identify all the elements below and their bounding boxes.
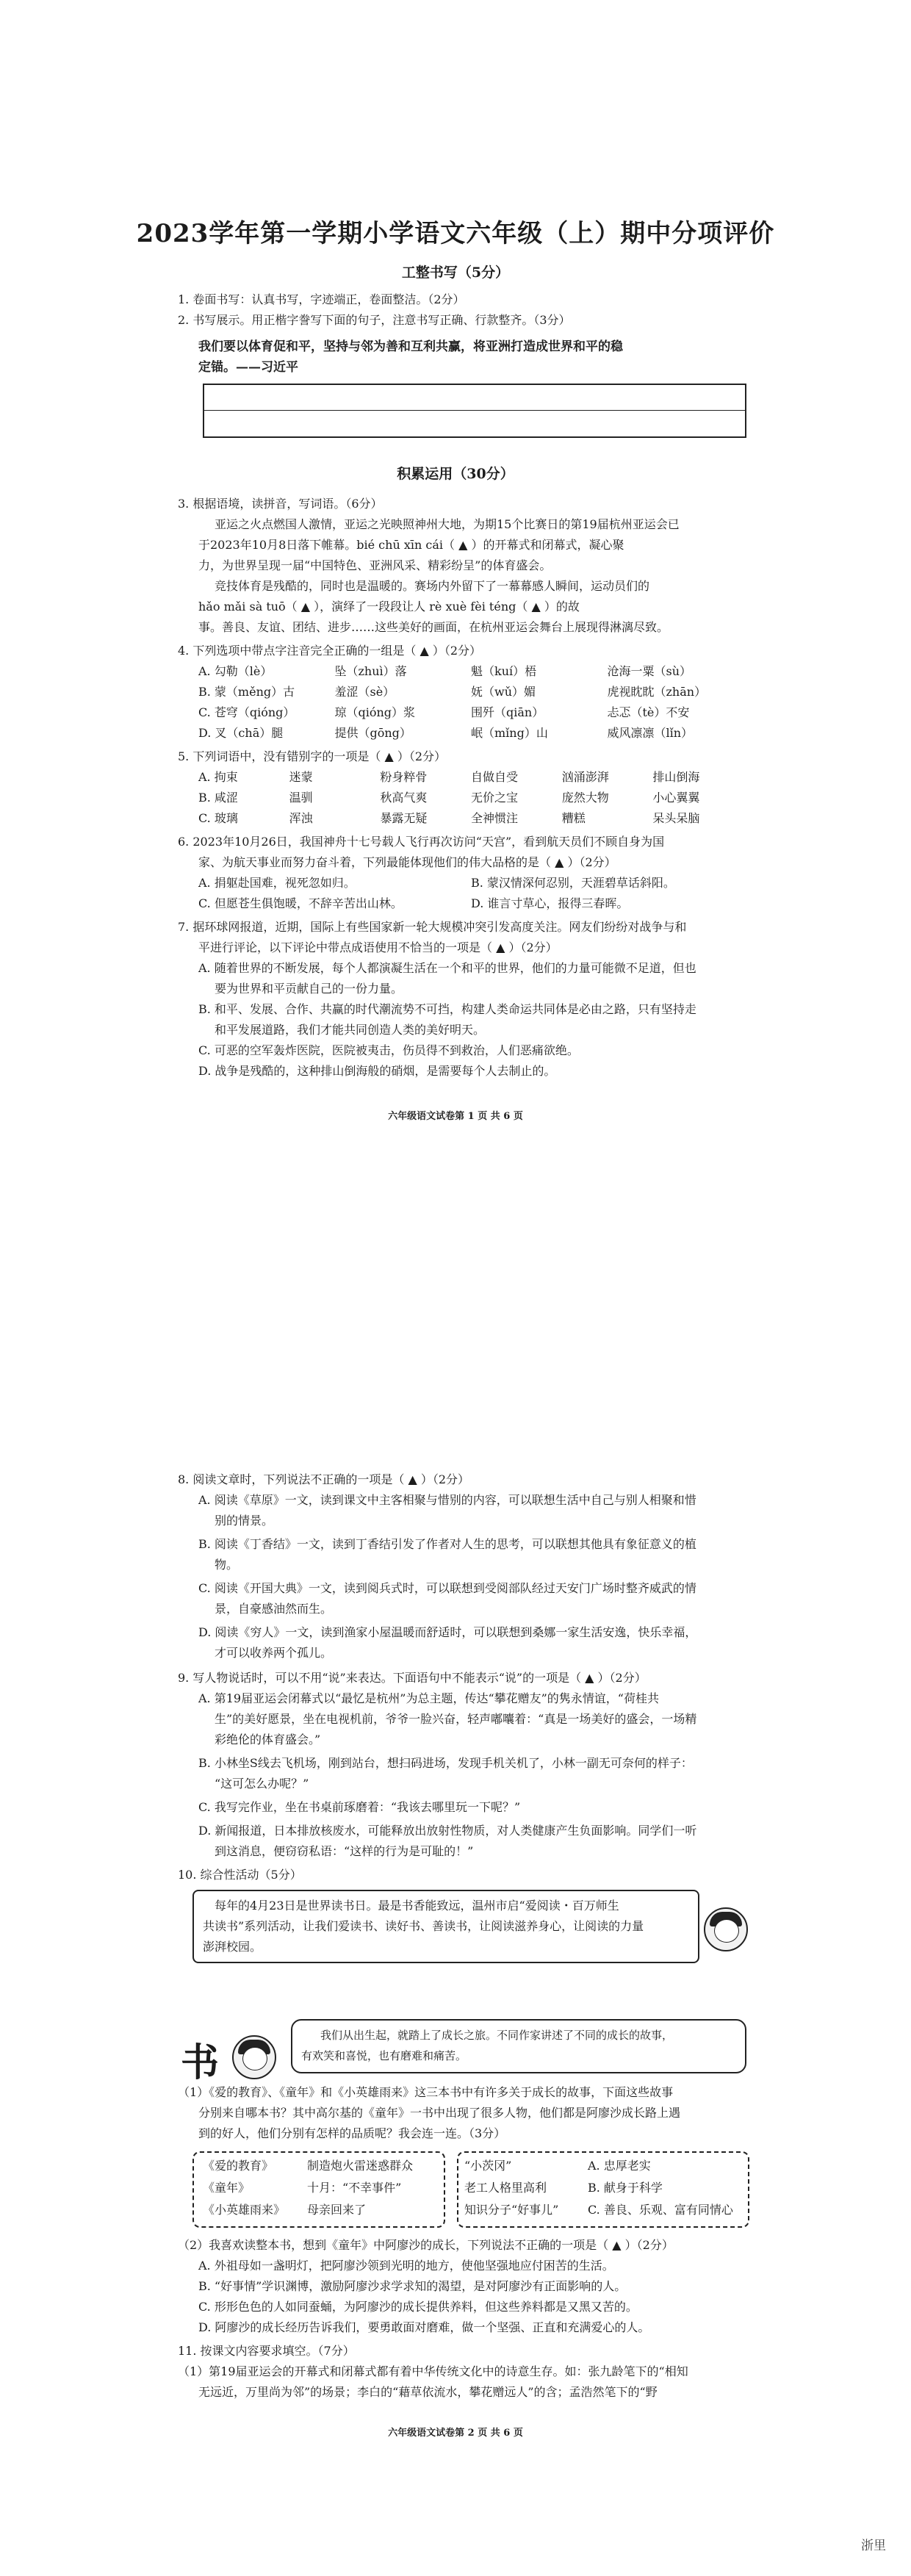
q9-d2: 到这消息，便窃窃私语：“这样的行为是可耻的！”: [215, 1844, 474, 1858]
handwriting-grid[interactable]: [203, 384, 746, 438]
q11-s1b: 无远近，万里尚为邻”的场景；李白的“藉草依流水，攀花赠远人”的含；孟浩然笔下的“野: [198, 2385, 658, 2399]
q10-sub1c: 到的好人，他们分别有怎样的品质呢？我会连一连。（3分）: [198, 2126, 506, 2140]
book-1[interactable]: 《爱的教育》: [203, 2159, 274, 2173]
trait-a[interactable]: A. 忠厚老实: [588, 2159, 651, 2173]
q7-line-a: 7. 据环球网报道，近期，国际上有些国家新一轮大规模冲突引发高度关注。网友们纷纷对战争与和: [178, 920, 687, 934]
event-2[interactable]: 十月：“不幸事件”: [307, 2181, 402, 2195]
q6-line-a: 6. 2023年10月26日，我国神舟十七号载人飞行再次访问“天宫”，看到航天员们不顾自身为国: [178, 835, 665, 849]
q4-d1: D. 叉（chā）腿: [198, 726, 284, 740]
q4-d4: 威风凛凛（lǐn）: [607, 726, 694, 740]
girl-avatar-icon: [704, 1907, 748, 1951]
q6-option-b: B. 蒙汉情深何忍别，天涯碧草话斜阳。: [471, 876, 675, 890]
q5-a3: 粉身粹骨: [380, 770, 428, 784]
bubble-line1: 我们从出生起，就踏上了成长之旅。不同作家讲述了不同的成长的故事，: [320, 2029, 674, 2042]
q6-option-a: A. 捐躯赴国难，视死忽如归。: [198, 876, 356, 890]
q10-sub1b: 分别来自哪本书？其中高尔基的《童年》一书中出现了很多人物，他们都是阿廖沙成长路上遇: [198, 2106, 681, 2120]
q8-head: 8. 阅读文章时，下列说法不正确的一项是（ ▲ ）（2分）: [178, 1472, 470, 1486]
q8-d2: 才可以收养两个孤儿。: [215, 1646, 333, 1660]
q8-c1: C. 阅读《开国大典》一文，读到阅兵式时，可以联想到受阅部队经过天安门广场时整齐威武的情: [198, 1581, 696, 1595]
q4-row-d: [198, 724, 743, 742]
q5-c6: 呆头呆脑: [652, 811, 700, 825]
q4-c3: 围歼（qiān）: [471, 705, 544, 719]
q3-p1a: 亚运之火点燃国人激情，亚运之光映照神州大地，为期15个比赛日的第19届杭州亚运会已: [215, 517, 680, 531]
q10-sub2-d: D. 阿廖沙的成长经历告诉我们，要勇敢面对磨难，做一个坚强、正直和充满爱心的人。: [198, 2320, 650, 2334]
q4-d2: 提供（gōng）: [334, 726, 411, 740]
exam-title: 2023学年第一学期小学语文六年级（上）期中分项评价: [136, 219, 775, 248]
q5-row-a: [198, 769, 743, 786]
q8-c2: 景，自豪感油然而生。: [215, 1602, 333, 1616]
book-2[interactable]: 《童年》: [203, 2181, 251, 2195]
q10-sub1a: （1）《爱的教育》、《童年》和《小英雄雨来》这三本书中有许多关于成长的故事，下面这些故事: [178, 2085, 674, 2099]
q5-a4: 自做自受: [471, 770, 519, 784]
q9-c: C. 我写完作业，坐在书桌前琢磨着：“我该去哪里玩一下呢？”: [198, 1800, 521, 1814]
watermark-label: 浙里: [861, 2539, 886, 2553]
q3-p2b: hǎo mǎi sà tuō（ ▲ ），演绎了一段段让人 rè xuè fèi téng（ ▲ ）的故: [198, 600, 580, 614]
q4-row-a: [198, 663, 743, 680]
q6-option-c: C. 但愿苍生俱饱暖，不辞辛苦出山林。: [198, 896, 403, 910]
q5-row-c: [198, 810, 743, 827]
q2-quote-line2: 定锚。——习近平: [198, 360, 298, 375]
q5-b6: 小心翼翼: [652, 791, 700, 805]
bubble-line2: 有欢笑和喜悦，也有磨难和痛苦。: [301, 2049, 467, 2062]
q11-s1a: （1）第19届亚运会的开幕式和闭幕式都有着中华传统文化中的诗意生存。如：张九龄笔下的“相知: [178, 2364, 688, 2378]
q4-c1: C. 苍穹（qióng）: [198, 705, 295, 719]
q5-head: 5. 下列词语中，没有错别字的一项是（ ▲ ）（2分）: [178, 749, 447, 763]
q4-d3: 岷（mǐng）山: [471, 726, 548, 740]
q9-d1: D. 新闻报道，日本排放核废水，可能释放出放射性物质，对人类健康产生负面影响。同学们一听: [198, 1824, 697, 1838]
q2-text: 2. 书写展示。用正楷字誊写下面的句子，注意书写正确、行款整齐。（3分）: [178, 313, 571, 327]
q8-b2: 物。: [215, 1558, 239, 1572]
page-1-footer: 六年级语文试卷第 1 页 共 6 页: [388, 1111, 523, 1122]
page-2-footer: 六年级语文试卷第 2 页 共 6 页: [388, 2428, 523, 2439]
trait-b[interactable]: B. 献身于科学: [588, 2181, 663, 2195]
q10-intro-line3: 澎湃校园。: [203, 1940, 262, 1954]
reader-avatar-icon: [232, 2035, 276, 2079]
q5-b2: 温驯: [289, 791, 313, 805]
q4-row-c: [198, 704, 743, 722]
q5-b1: B. 咸涩: [198, 791, 238, 805]
q4-b4: 虎视眈眈（zhān）: [607, 685, 707, 699]
q4-b3: 妩（wǔ）媚: [471, 685, 536, 699]
q3-p1c: 力，为世界呈现一届“中国特色、亚洲风采、精彩纷呈”的体育盛会。: [198, 558, 552, 572]
book-character-icon: 书: [181, 2040, 220, 2085]
q7-a1: A. 随着世界的不断发展，每个人都演凝生活在一个和平的世界，他们的力量可能微不足道，但也: [198, 961, 696, 975]
q6-option-d: D. 谁言寸草心，报得三春晖。: [471, 896, 629, 910]
q4-head: 4. 下列选项中带点字注音完全正确的一组是（ ▲ ）（2分）: [178, 644, 482, 658]
q3-p2a: 竞技体育是残酷的，同时也是温暖的。赛场内外留下了一幕幕感人瞬间，运动员们的: [215, 579, 650, 593]
q10-sub2-a: A. 外祖母如一盏明灯，把阿廖沙领到光明的地方，使他坚强地应付困苦的生活。: [198, 2259, 614, 2273]
q9-head: 9. 写人物说话时，可以不用“说”来表达。下面语句中不能表示“说”的一项是（ ▲ ）（2分）: [178, 1671, 647, 1685]
q3-p2c: 事。善良、友谊、团结、进步……这些美好的画面，在杭州亚运会舞台上展现得淋漓尽致。: [198, 620, 669, 634]
q8-b1: B. 阅读《丁香结》一文，读到丁香结引发了作者对人生的思考，可以联想其他具有象征意义的植: [198, 1537, 696, 1551]
book-3[interactable]: 《小英雄雨来》: [203, 2203, 286, 2217]
q5-b5: 庞然大物: [561, 791, 609, 805]
q10-sub2-c: C. 形形色色的人如同蚕蛹，为阿廖沙的成长提供养料，但这些养料都是又黑又苦的。: [198, 2300, 638, 2314]
q7-line-b: 平进行评论，以下评论中带点成语使用不恰当的一项是（ ▲ ）（2分）: [198, 940, 558, 954]
q5-a1: A. 拘束: [198, 770, 238, 784]
q4-a3: 魁（kuí）梧: [471, 664, 537, 678]
event-3[interactable]: 母亲回来了: [307, 2203, 367, 2217]
q5-row-b: [198, 789, 743, 807]
q5-c5: 糟糕: [561, 811, 586, 825]
q9-a2: 生”的美好愿景，坐在电视机前，爷爷一脸兴奋，轻声嘟囔着：“真是一场美好的盛会，一场精: [215, 1712, 697, 1726]
q5-a5: 汹涌澎湃: [561, 770, 609, 784]
section-writing: 工整书写（5分）: [401, 265, 510, 281]
q6-line-b: 家、为航天事业而努力奋斗着，下列最能体现他们的伟大品格的是（ ▲ ）（2分）: [198, 855, 616, 869]
person-3[interactable]: 知识分子“好事儿”: [464, 2203, 559, 2217]
q4-c2: 琼（qióng）浆: [334, 705, 416, 719]
q6-options-2: [198, 895, 743, 913]
q9-b1: B. 小林坐S线去飞机场，刚到站台，想扫码进场，发现手机关机了，小林一副无可奈何的样子：: [198, 1756, 693, 1770]
q8-a1: A. 阅读《草原》一文，读到课文中主客相聚与惜别的内容，可以联想生活中自己与别人相聚和惜: [198, 1493, 696, 1507]
q10-head: 10. 综合性活动（5分）: [178, 1868, 302, 1882]
q10-sub2: （2）我喜欢读整本书，想到《童年》中阿廖沙的成长，下列说法不正确的一项是（ ▲ ）（2分）: [178, 2238, 674, 2252]
q10-intro-line1: 每年的4月23日是世界读书日。最是书香能致远，温州市启“爱阅读・百万师生: [215, 1899, 619, 1913]
q5-c2: 浑浊: [289, 811, 313, 825]
q11-head: 11. 按课文内容要求填空。（7分）: [178, 2344, 355, 2358]
q4-c4: 忐忑（tè）不安: [607, 705, 690, 719]
q9-a1: A. 第19届亚运会闭幕式以“最忆是杭州”为总主题，传达“攀花赠友”的隽永情谊，“荷桂共: [198, 1691, 659, 1705]
q1-text: 1. 卷面书写：认真书写，字迹端正，卷面整洁。（2分）: [178, 292, 465, 306]
q7-b1: B. 和平、发展、合作、共赢的时代潮流势不可挡，构建人类命运共同体是必由之路，只有坚持走: [198, 1002, 696, 1016]
q8-d1: D. 阅读《穷人》一文，读到渔家小屋温暖而舒适时，可以联想到桑娜一家生活安逸，快乐幸福，: [198, 1625, 697, 1639]
person-1[interactable]: “小茨冈”: [464, 2159, 512, 2173]
trait-c[interactable]: C. 善良、乐观、富有同情心: [588, 2203, 733, 2217]
q3-head: 3. 根据语境，读拼音，写词语。（6分）: [178, 497, 383, 511]
q5-c4: 全神惯注: [471, 811, 519, 825]
q4-a1: A. 勾勒（lè）: [198, 664, 273, 678]
q5-b3: 秋高气爽: [380, 791, 428, 805]
q7-c: C. 可恶的空军轰炸医院，医院被夷击，伤员得不到救治，人们恶痛欲绝。: [198, 1043, 579, 1057]
q10-intro-line2: 共读书”系列活动，让我们爱读书、读好书、善读书，让阅读滋养身心，让阅读的力量: [203, 1919, 644, 1933]
q3-p1b: 于2023年10月8日落下帷幕。bié chū xīn cái（ ▲ ）的开幕式和闭幕式，凝心聚: [198, 538, 624, 552]
q9-a3: 彩绝伦的体育盛会。”: [215, 1733, 321, 1746]
person-2[interactable]: 老工人格里高利: [464, 2181, 547, 2195]
q7-d: D. 战争是残酷的，这种排山倒海般的硝烟，是需要每个人去制止的。: [198, 1064, 556, 1078]
q2-quote-line1: 我们要以体育促和平，坚持与邻为善和互利共赢，将亚洲打造成世界和平的稳: [198, 339, 623, 354]
q7-b2: 和平发展道路，我们才能共同创造人类的美好明天。: [215, 1023, 486, 1037]
q10-sub2-b: B. “好事情”学识渊博，激励阿廖沙求学求知的渴望，是对阿廖沙有正面影响的人。: [198, 2279, 627, 2293]
q5-b4: 无价之宝: [471, 791, 519, 805]
q6-options-1: [198, 874, 743, 892]
event-1[interactable]: 制造炮火雷迷惑群众: [307, 2159, 414, 2173]
q4-a4: 沧海一粟（sù）: [607, 664, 692, 678]
q4-a2: 坠（zhuì）落: [334, 664, 407, 678]
q5-c1: C. 玻璃: [198, 811, 238, 825]
q4-row-b: [198, 683, 743, 701]
q8-a2: 别的情景。: [215, 1514, 274, 1528]
q5-c3: 暴露无疑: [380, 811, 428, 825]
q5-a6: 排山倒海: [652, 770, 700, 784]
q4-b1: B. 蒙（měng）古: [198, 685, 295, 699]
q5-a2: 迷蒙: [289, 770, 313, 784]
q7-a2: 要为世界和平贡献自己的一份力量。: [215, 982, 403, 996]
q4-b2: 羞涩（sè）: [334, 685, 395, 699]
q9-b2: “这可怎么办呢？”: [215, 1777, 309, 1791]
section-accumulate: 积累运用（30分）: [397, 466, 514, 482]
